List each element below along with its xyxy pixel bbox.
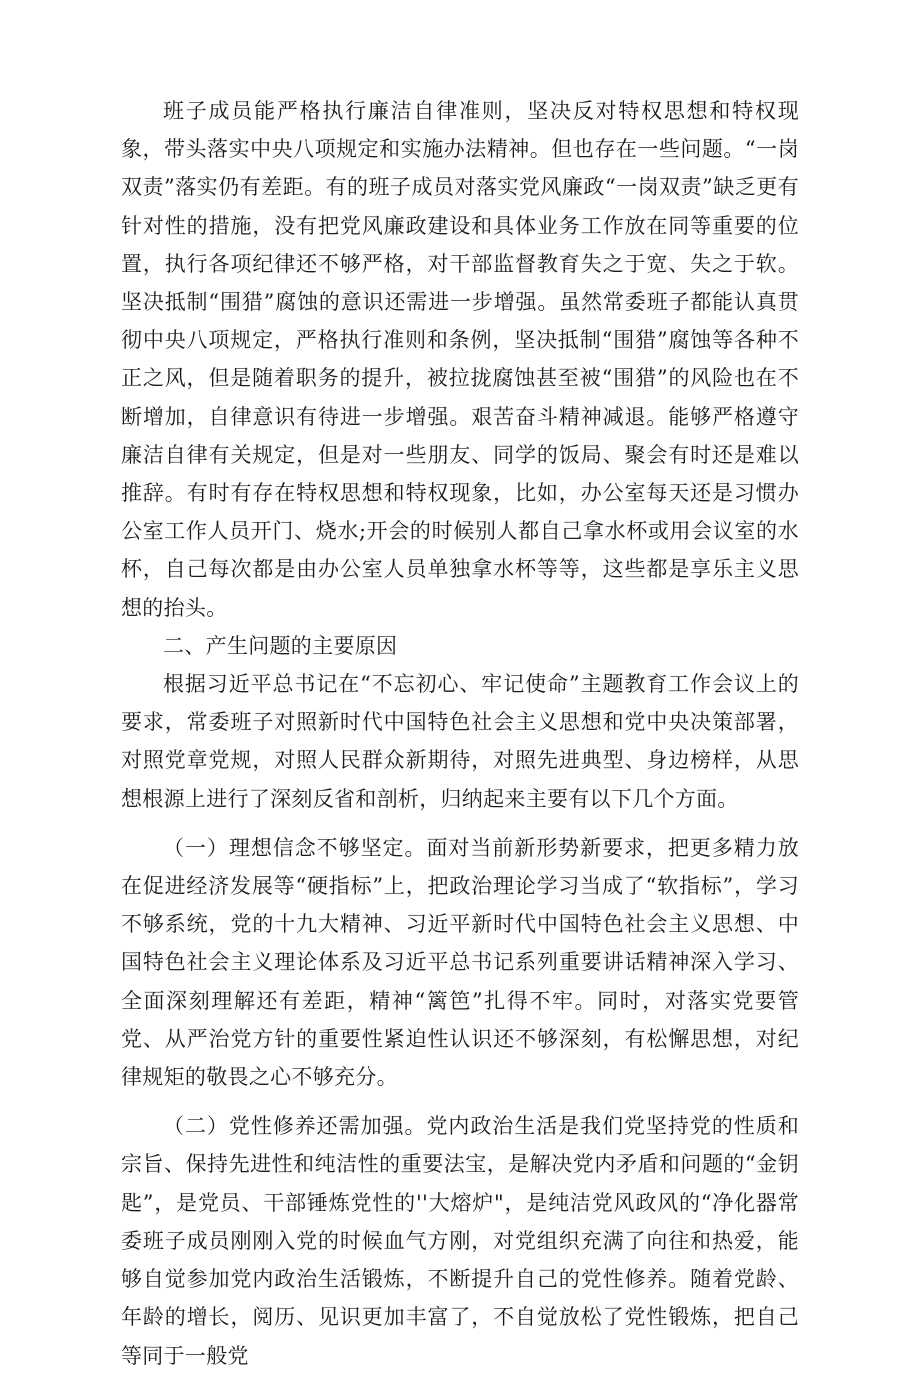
paragraph-integrity-issues: 班子成员能严格执行廉洁自律准则，坚决反对特权思想和特权现象，带头落实中央八项规定和实施办法精神。但也存在一些问题。“一岗双责”落实仍有差距。有的班子成员对落实党风廉政“一岗双责”缺乏更有针对性的措施，没有把党风廉政建设和具体业务工作放在同等重要的位置，执行各项纪律还不够严格，对干部监督教育失之于宽、失之于软。坚决抵制“围猎”腐蚀的意识还需进一步增强。虽然常委班子都能认真贯彻中央八项规定，严格执行准则和条例，坚决抵制“围猎”腐蚀等各种不正之风，但是随着职务的提升，被拉拢腐蚀甚至被“围猎”的风险也在不断增加，自律意识有待进一步增强。艰苦奋斗精神减退。能够严格遵守廉洁自律有关规定，但是对一些朋友、同学的饭局、聚会有时还是难以推辞。有时有存在特权思想和特权现象，比如，办公室每天还是习惯办公室工作人员开门、烧水;开会的时候别人都自己拿水杯或用会议室的水杯，自己每次都是由办公室人员单独拿水杯等等，这些都是享乐主义思想的抬头。 — [121, 99, 799, 620]
document-body — [121, 92, 799, 1375]
paragraph-causes-intro: 根据习近平总书记在“不忘初心、牢记使命”主题教育工作会议上的要求，常委班子对照新时代中国特色社会主义思想和党中央决策部署，对照党章党规，对照人民群众新期待，对照先进典型、身边榜样，从思想根源上进行了深刻反省和剖析，归纳起来主要有以下几个方面。 — [121, 672, 799, 811]
paragraph-cause-two: （二）党性修养还需加强。党内政治生活是我们党坚持党的性质和宗旨、保持先进性和纯洁性的重要法宝，是解决党内矛盾和问题的“金钥匙”，是党员、干部锤炼党性的''大熔炉"，是纯洁党风政风的“净化器常委班子成员刚刚入党的时候血气方刚，对党组织充满了向往和热爱，能够自觉参加党内政治生活锻炼，不断提升自己的党性修养。随着党龄、年龄的增长，阅历、见识更加丰富了，不自觉放松了党性锻炼，把自己等同于一般党 — [121, 1114, 799, 1368]
section-heading-causes: 二、产生问题的主要原因 — [163, 633, 398, 658]
paragraph-cause-one: （一）理想信念不够坚定。面对当前新形势新要求，把更多精力放在促进经济发展等“硬指标”上，把政治理论学习当成了“软指标”，学习不够系统，党的十九大精神、习近平新时代中国特色社会主义思想、中国特色社会主义理论体系及习近平总书记系列重要讲话精神深入学习、全面深刻理解还有差距，精神“篱笆”扎得不牢。同时，对落实党要管党、从严治党方针的重要性紧迫性认识还不够深刻，有松懈思想，对纪律规矩的敬畏之心不够充分。 — [121, 835, 799, 1090]
